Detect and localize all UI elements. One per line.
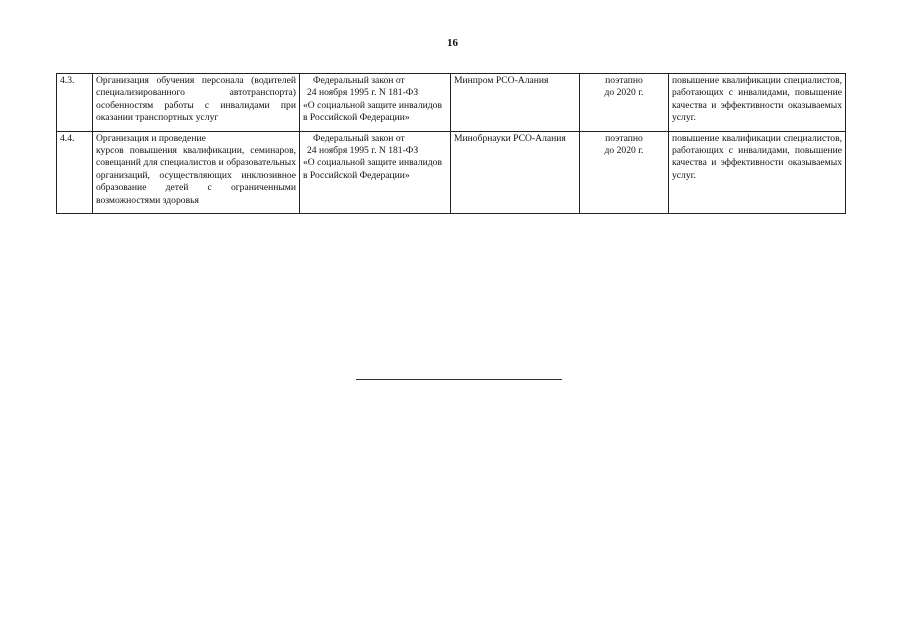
legal-basis-line: «О социальной защите инвалидов в Российской Федерации» [303,157,442,181]
deadline [580,131,669,213]
measure-name-line: Организация и проведение [96,132,206,144]
measure-name-rest: курсов повышения квалификации, семинаров, совещаний для специалистов и образовательных организаций, осуществляющих инклюзивное образование детей с ограниченными возможностями здоровья [96,145,296,206]
deadline [580,74,669,132]
table-row [57,131,846,213]
row-number: 4.4. [57,131,93,213]
deadline-line: поэтапно [605,132,643,144]
page-number: 16 [447,37,458,49]
expected-result: повышение квалификации специалистов, работающих с инвалидами, повышение качества и эффективности оказываемых услуг. [669,74,846,132]
legal-basis-line: 24 ноября 1995 г. N 181-ФЗ [307,145,419,157]
end-divider [356,379,562,380]
legal-basis-line: Федеральный закон от [313,75,405,86]
legal-basis [300,74,451,132]
legal-basis-line: Федеральный закон от [313,132,405,144]
deadline-line: до 2020 г. [604,87,644,99]
legal-basis-line: 24 ноября 1995 г. N 181-ФЗ [307,87,419,99]
executor: Минобрнауки РСО-Алания [451,131,580,213]
measure-name [93,131,300,213]
measures-table [56,73,846,214]
legal-basis [300,131,451,213]
legal-basis-line: «О социальной защите инвалидов в Российской Федерации» [303,99,442,124]
table-row [57,74,846,132]
expected-result: повышение квалификации специалистов, работающих с инвалидами, повышение качества и эффективности оказываемых услуг. [669,131,846,213]
executor: Минпром РСО-Алания [451,74,580,132]
row-number: 4.3. [57,74,93,132]
deadline-line: поэтапно [605,75,643,86]
deadline-line: до 2020 г. [604,145,644,157]
measure-name: Организация обучения персонала (водителей специализированного автотранспорта) особенностям работы с инвалидами при оказании транспортных услуг [93,74,300,132]
